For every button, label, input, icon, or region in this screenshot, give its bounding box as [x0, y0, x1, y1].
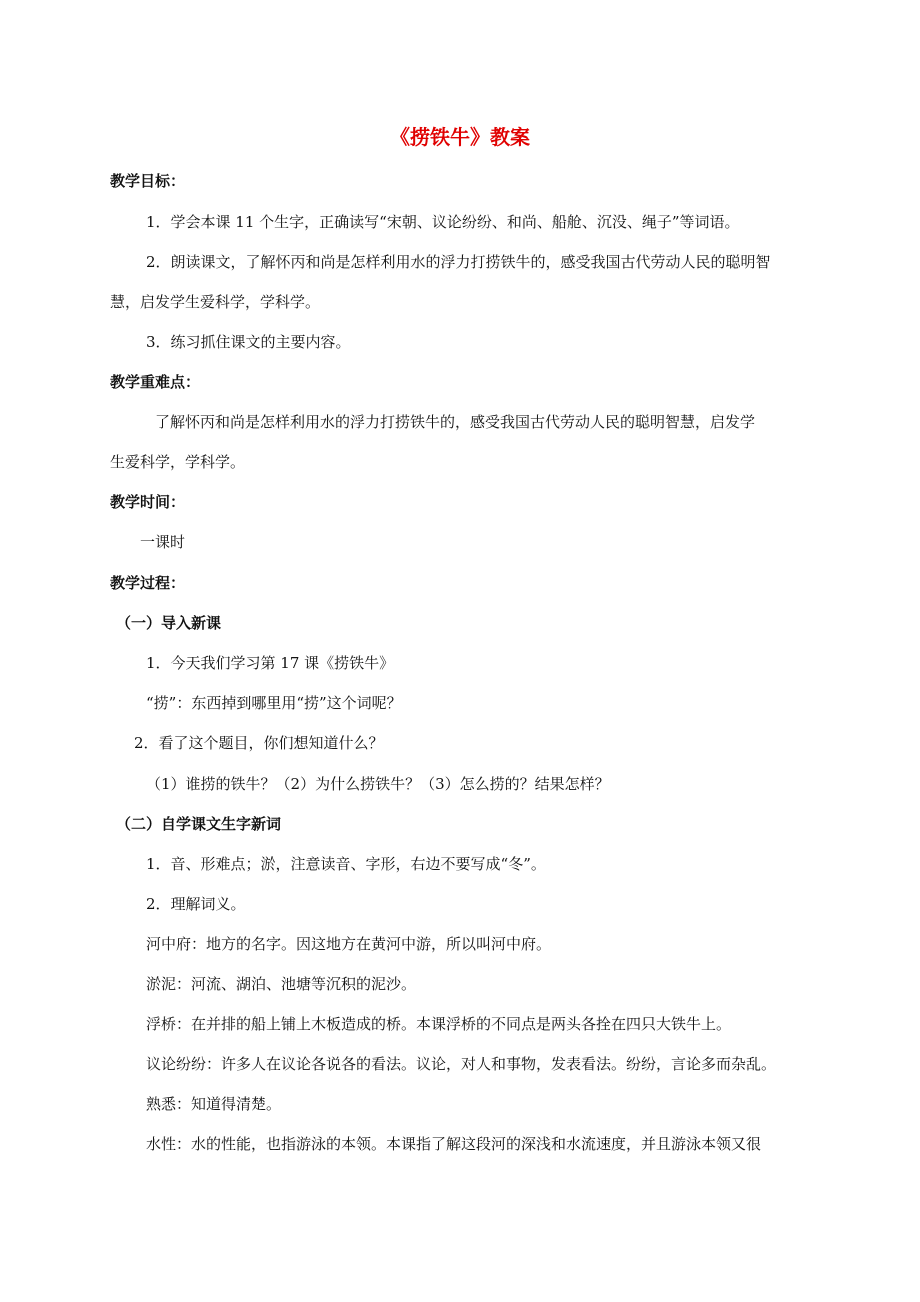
process-part-1-heading: （一）导入新课 [116, 614, 222, 632]
process-part-2-item-1: 1．音、形难点；淤，注意读音、字形，右边不要写成“冬”。 [146, 855, 546, 873]
process-part-2-item-2: 2．理解词义。 [146, 895, 246, 913]
definition-yilunfenfen: 议论纷纷：许多人在议论各说各的看法。议论，对人和事物，发表看法。纷纷，言论多而杂乱。 [146, 1055, 777, 1073]
document-title: 《捞铁牛》教案 [390, 125, 530, 149]
goal-item-2-line-1: 2．朗读课文，了解怀丙和尚是怎样利用水的浮力打捞铁牛的，感受我国古代劳动人民的聪明智 [146, 253, 771, 271]
section-heading-process: 教学过程： [110, 574, 186, 592]
definition-shuxi: 熟悉：知道得清楚。 [146, 1095, 282, 1113]
definition-shuixing: 水性：水的性能，也指游泳的本领。本课指了解这段河的深浅和水流速度，并且游泳本领又很 [146, 1135, 762, 1153]
time-text: 一课时 [140, 533, 186, 551]
process-part-1-item-2-note: （1）谁捞的铁牛？（2）为什么捞铁牛？（3）怎么捞的？结果怎样？ [146, 775, 610, 793]
process-part-1-item-1-note: “捞”：东西掉到哪里用“捞”这个词呢？ [146, 694, 402, 712]
section-heading-goals: 教学目标： [110, 172, 186, 190]
key-points-line-1: 了解怀丙和尚是怎样利用水的浮力打捞铁牛的，感受我国古代劳动人民的聪明智慧，启发学 [155, 413, 756, 431]
section-heading-key-points: 教学重难点： [110, 373, 201, 391]
definition-hezhongfu: 河中府：地方的名字。因这地方在黄河中游，所以叫河中府。 [146, 935, 552, 953]
section-heading-time: 教学时间： [110, 493, 186, 511]
process-part-1-item-1: 1．今天我们学习第 17 课《捞铁牛》 [146, 654, 395, 672]
goal-item-2-line-2: 慧，启发学生爱科学，学科学。 [110, 293, 321, 311]
process-part-1-item-2: 2．看了这个题目，你们想知道什么？ [134, 734, 384, 752]
definition-yuni: 淤泥：河流、湖泊、池塘等沉积的泥沙。 [146, 975, 417, 993]
process-part-2-heading: （二）自学课文生字新词 [116, 815, 282, 833]
key-points-line-2: 生爱科学，学科学。 [110, 453, 246, 471]
definition-fuqiao: 浮桥：在并排的船上铺上木板造成的桥。本课浮桥的不同点是两头各拴在四只大铁牛上。 [146, 1015, 732, 1033]
goal-item-3: 3．练习抓住课文的主要内容。 [146, 333, 351, 351]
goal-item-1: 1．学会本课 11 个生字，正确读写“宋朝、议论纷纷、和尚、船舱、沉没、绳子”等词语。 [146, 213, 740, 231]
